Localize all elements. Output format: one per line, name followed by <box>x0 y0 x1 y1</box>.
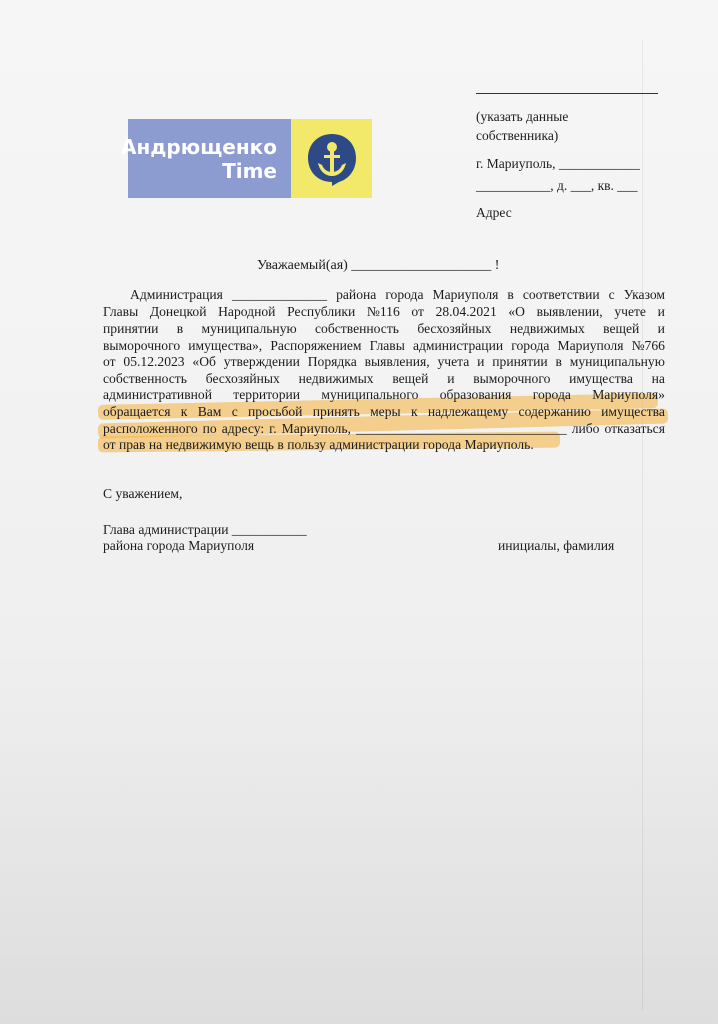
body-word: и <box>657 321 665 336</box>
body-word: недвижимых <box>509 321 585 336</box>
body-word: Народной <box>218 304 276 319</box>
body-word: административной <box>103 387 212 402</box>
body-word: Главы <box>103 304 139 319</box>
body-word: недвижимых <box>298 371 374 386</box>
body-word: и <box>477 354 485 369</box>
signatory-initials: инициалы, фамилия <box>498 538 615 553</box>
body-word: Указом <box>623 287 665 302</box>
body-line-6 <box>103 370 665 387</box>
body-line-1 <box>130 286 665 303</box>
body-word: имущества», <box>188 338 263 353</box>
body-word: города <box>511 338 550 353</box>
signatory-title: Глава администрации ___________ <box>103 522 307 537</box>
scan-artifact-line <box>642 40 643 1010</box>
paper-shadow <box>0 640 718 1024</box>
body-word: соответствии <box>522 287 600 302</box>
body-word: выявления, <box>364 354 430 369</box>
body-word: «О <box>508 304 525 319</box>
body-word: Мариуполя» <box>592 387 665 402</box>
body-word: от <box>103 354 116 369</box>
recipient-address-label: Адрес <box>476 205 512 220</box>
body-word: с <box>231 404 238 419</box>
body-word: утверждении <box>223 354 300 369</box>
body-word: территории <box>233 387 301 402</box>
body-word: вещей <box>603 321 640 336</box>
anchor-icon <box>303 130 361 188</box>
body-word: «Об <box>192 354 216 369</box>
body-word: выморочного <box>473 371 551 386</box>
body-word: №116 <box>366 304 400 319</box>
body-word: адресу: <box>221 421 265 436</box>
logo-watermark <box>120 119 372 198</box>
body-line-2 <box>103 303 665 320</box>
body-word: принятии <box>492 354 548 369</box>
body-word: принять <box>312 404 360 419</box>
body-word: учете <box>614 304 646 319</box>
recipient-name-line <box>476 93 658 94</box>
logo-badge <box>291 119 372 198</box>
body-word: либо <box>571 421 600 436</box>
body-word: учета <box>437 354 470 369</box>
body-word: администрации <box>412 338 504 353</box>
body-word: и <box>447 371 455 386</box>
body-word: Мариуполя <box>557 338 624 353</box>
body-line-8 <box>103 403 665 420</box>
body-word: отказаться <box>604 421 665 436</box>
body-word: собственность <box>103 371 187 386</box>
signatory-district: района города Мариуполя <box>103 538 255 553</box>
body-line-9 <box>103 420 665 437</box>
body-word: Мариуполя <box>432 287 499 302</box>
body-word: к <box>180 404 188 419</box>
body-line-5 <box>103 353 665 370</box>
body-word: муниципальную <box>201 321 297 336</box>
body-word: к <box>410 404 418 419</box>
body-word: вещей <box>392 371 429 386</box>
body-word: по <box>202 421 217 436</box>
body-word: обращается <box>103 404 171 419</box>
body-word: Порядка <box>307 354 357 369</box>
body-word: ______________ <box>231 287 328 302</box>
body-word: №766 <box>631 338 665 353</box>
body-word: меры <box>370 404 401 419</box>
body-word: Главы <box>369 338 405 353</box>
body-word: муниципального <box>321 387 419 402</box>
body-word: в <box>555 354 562 369</box>
body-word: принятии <box>103 321 159 336</box>
body-word: надлежащему <box>427 404 509 419</box>
body-word: выморочного <box>103 338 181 353</box>
body-word: на <box>651 371 665 386</box>
recipient-house: ___________, д. ___, кв. ___ <box>476 178 638 193</box>
body-word: в <box>176 321 184 336</box>
body-word: Администрация <box>130 287 223 302</box>
recipient-hint-2: собственника) <box>476 128 559 143</box>
body-word: расположенного <box>103 421 198 436</box>
greeting: Уважаемый(ая) ____________________ ! <box>257 258 500 273</box>
body-word: _______________________________ <box>355 421 567 436</box>
body-word: содержанию <box>518 404 591 419</box>
body-word: в <box>507 287 514 302</box>
logo-line-2: Time <box>222 158 277 183</box>
body-word: Вам <box>197 404 222 419</box>
body-word: и <box>657 304 665 319</box>
body-word: Мариуполь, <box>281 421 351 436</box>
body-word: бесхозяйных <box>417 321 492 336</box>
closing-regards: С уважением, <box>103 486 183 501</box>
body-word: с <box>608 287 615 302</box>
body-word: Республики <box>287 304 356 319</box>
body-word: 28.04.2021 <box>435 304 497 319</box>
body-word: города <box>385 287 424 302</box>
body-word: имущества <box>601 404 665 419</box>
body-line-3 <box>103 320 665 337</box>
body-word: имущества <box>569 371 633 386</box>
body-word: Распоряжением <box>270 338 362 353</box>
body-word: 05.12.2023 <box>123 354 185 369</box>
body-word: муниципальную <box>569 354 665 369</box>
body-word: г. <box>269 421 277 436</box>
body-word: собственность <box>315 321 399 336</box>
body-word: района <box>336 287 377 302</box>
body-line-7 <box>103 386 665 403</box>
body-word: от <box>411 304 424 319</box>
body-line-10: от прав на недвижимую вещь в пользу администрации города Мариуполь. <box>103 437 534 452</box>
body-word: просьбой <box>248 404 303 419</box>
body-word: Донецкой <box>149 304 207 319</box>
body-word: выявлении, <box>536 304 603 319</box>
body-word: города <box>532 387 571 402</box>
body-line-4 <box>103 337 665 354</box>
logo-text-block <box>120 119 291 198</box>
body-word: бесхозяйных <box>205 371 280 386</box>
recipient-hint-1: (указать данные <box>476 109 569 124</box>
logo-line-1: Андрющенко <box>120 134 277 159</box>
recipient-city: г. Мариуполь, ____________ <box>476 156 640 171</box>
body-word: образования <box>439 387 512 402</box>
